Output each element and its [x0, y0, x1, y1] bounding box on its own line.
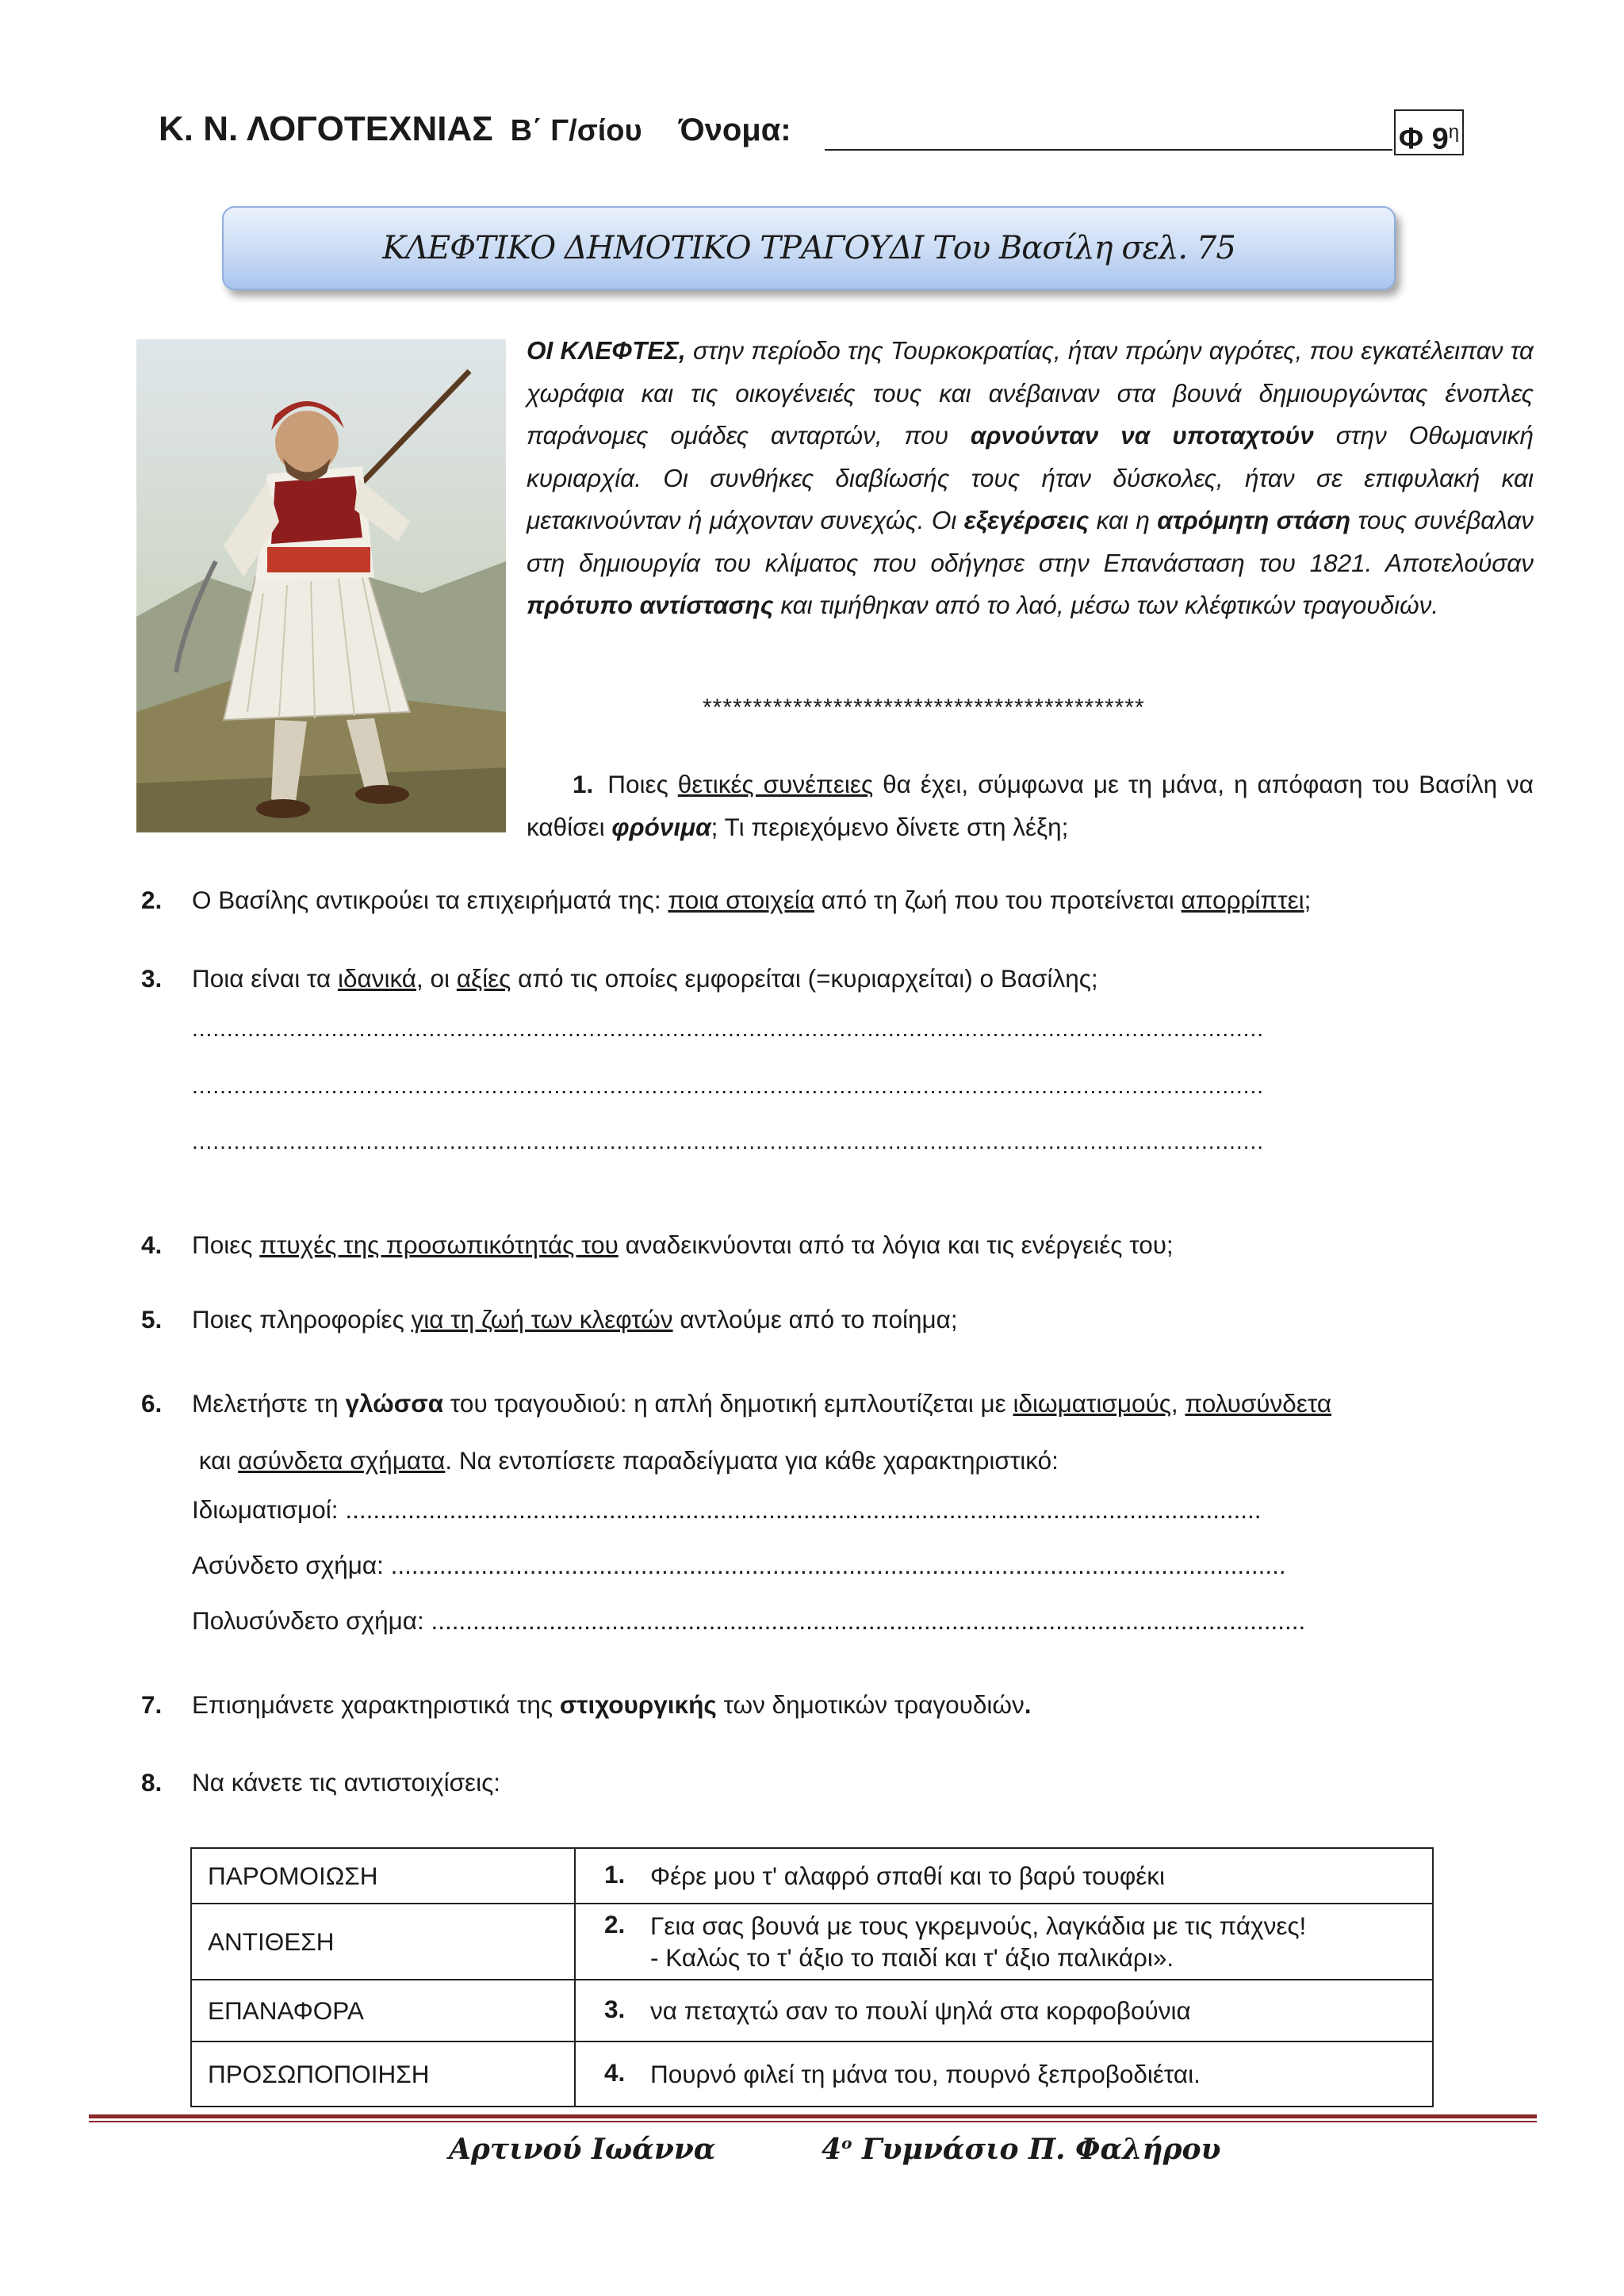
answer-line[interactable]: ..........................................................................................................................................................	[192, 1129, 1265, 1154]
term-cell: ΕΠΑΝΑΦΟΡΑ	[191, 1980, 575, 2042]
verse-cell: 4. Πουρνό φιλεί τη μάνα του, πουρνό ξεπροβοδιέται.	[575, 2042, 1433, 2107]
class-label: Β΄ Γ/σίου	[510, 114, 642, 147]
footer-school: $4^o$ Γυμνάσιο Π. Φαλήρου	[822, 2133, 1221, 2166]
question-6: 6. Μελετήστε τη γλώσσα του τραγουδιού: η απλή δημοτική εμπλουτίζεται με ιδιωματισμούς, πολυσύνδετα και ασύνδετα σχήματα. Να εντοπίσετε παραδείγματα για κάθε χαρακτηριστικό:	[141, 1389, 1332, 1475]
term-cell: ΠΡΟΣΩΠΟΠΟΙΗΣΗ	[191, 2042, 575, 2107]
verse-cell: 3. να πεταχτώ σαν το πουλί ψηλά στα κορφοβούνια	[575, 1980, 1433, 2042]
question-7: 7. Επισημάνετε χαρακτηριστικά της στιχουργικής των δημοτικών τραγουδιών.	[141, 1690, 1032, 1719]
polysyndeton-row: Πολυσύνδετο σχήμα: ..............................................................................................................................	[192, 1606, 1306, 1635]
table-row	[191, 2042, 1433, 2107]
idiomatisms-row: Ιδιωματισμοί: ....................................................................................................................................	[192, 1495, 1262, 1524]
table-row	[191, 1904, 1433, 1980]
question-2: 2. Ο Βασίλης αντικρούει τα επιχειρήματά της: ποια στοιχεία από τη ζωή που του προτείνεται απορρίπτει;	[141, 886, 1312, 914]
worksheet-header	[159, 109, 791, 149]
name-field-line[interactable]	[825, 149, 1392, 151]
footer-rule	[89, 2121, 1537, 2122]
klefti-illustration	[136, 339, 506, 832]
answer-line[interactable]: ....................................................................................................................................	[345, 1495, 1262, 1524]
question-1: 1. Ποιες θετικές συνέπειες θα έχει, σύμφωνα με τη μάνα, η απόφαση του Βασίλη να καθίσει φρόνιμα; Τι περιεχόμενο δίνετε στη λέξη;	[527, 770, 1534, 841]
footer-author: Αρτινού Ιωάννα	[449, 2133, 716, 2166]
answer-line[interactable]: ..............................................................................................................................	[431, 1606, 1306, 1635]
term-cell: ΑΝΤΙΘΕΣΗ	[191, 1904, 575, 1980]
question-3: 3. Ποια είναι τα ιδανικά, οι αξίες από τις οποίες εμφορείται (=κυριαρχείται) ο Βασίλης;	[141, 964, 1098, 993]
question-4: 4. Ποιες πτυχές της προσωπικότητάς του αναδεικνύονται από τα λόγια και τις ενέργειές του;	[141, 1230, 1174, 1259]
subject-label: Κ. Ν. ΛΟΓΟΤΕΧΝΙΑΣ	[159, 109, 493, 148]
table-row	[191, 1848, 1433, 1904]
question-5: 5. Ποιες πληροφορίες για τη ζωή των κλεφτών αντλούμε από το ποίημα;	[141, 1305, 958, 1334]
answer-line[interactable]: ..........................................................................................................................................................	[192, 1016, 1265, 1041]
table-row	[191, 1980, 1433, 2042]
name-label: Όνομα:	[678, 113, 791, 147]
matching-table	[190, 1847, 1434, 2107]
question-8: 8. Να κάνετε τις αντιστοιχίσεις:	[141, 1768, 500, 1797]
answer-line[interactable]: ..........................................................................................................................................................	[192, 1073, 1265, 1098]
asyndeton-row: Ασύνδετο σχήμα: .................................................................................................................................	[192, 1551, 1286, 1579]
verse-cell: 1. Φέρε μου τ' αλαφρό σπαθί και το βαρύ τουφέκι	[575, 1848, 1433, 1904]
answer-line[interactable]: .................................................................................................................................	[390, 1551, 1286, 1579]
verse-cell: 2. Γεια σας βουνά με τους γκρεμνούς, λαγκάδια με τις πάχνες! - Καλώς το τ' άξιο το παιδί και τ' άξιο παλικάρι».	[575, 1904, 1433, 1980]
title-banner	[222, 206, 1396, 290]
sheet-number-badge: Φ $9^\eta$	[1394, 109, 1464, 155]
page-title: ΚΛΕΦΤΙΚΟ ΔΗΜΟΤΙΚΟ ΤΡΑΓΟΥΔΙ Του Βασίλη σελ. 75	[382, 230, 1235, 266]
term-cell: ΠΑΡΟΜΟΙΩΣΗ	[191, 1848, 575, 1904]
intro-paragraph: ΟΙ ΚΛΕΦΤΕΣ, στην περίοδο της Τουρκοκρατίας, ήταν πρώην αγρότες, που εγκατέλειπαν τα χωράφια και τις οικογένειές τους και ανέβαιναν στα βουνά δημιουργώντας ένοπλες παράνομες ομάδες ανταρτών, που αρνούνταν να υποταχτούν στην Οθωμανική κυριαρχία. Οι συνθήκες διαβίωσής τους ήταν δύσκολες, ήταν σε επιφυλακή και μετακινούνταν ή μάχονταν συνεχώς. Οι εξεγέρσεις και η ατρόμητη στάση τους συνέβαλαν στη δημιουργία του κλίματος που οδήγησε στην Επανάσταση του 1821. Αποτελούσαν πρότυπο αντίστασης και τιμήθηκαν από το λαό, μέσω των κλέφτικών τραγουδιών.	[527, 336, 1534, 619]
section-separator: ********************************************	[703, 695, 1145, 721]
footer-rule	[89, 2114, 1537, 2118]
